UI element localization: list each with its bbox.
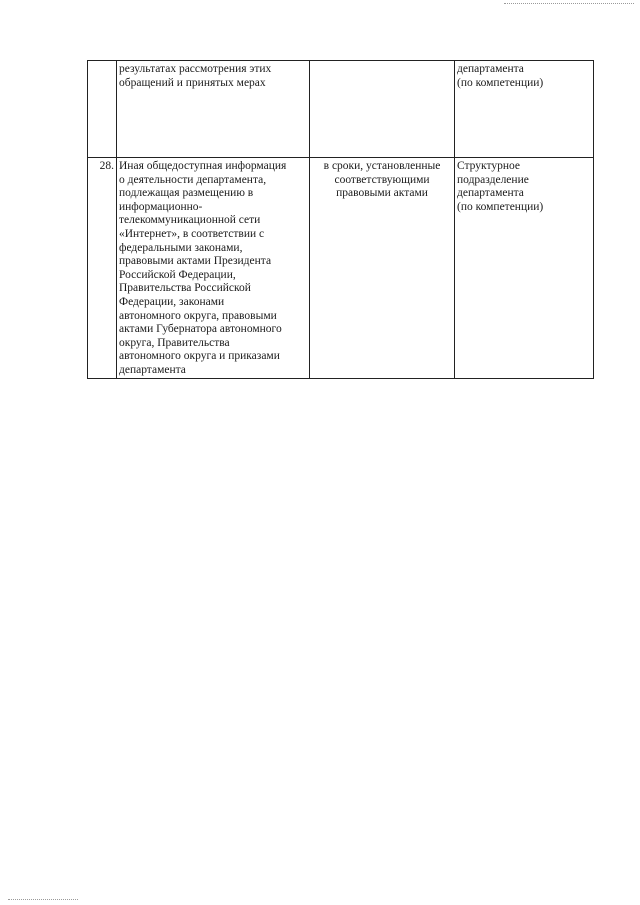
information-line: подлежащая размещению в [119, 187, 254, 200]
table-row [88, 61, 594, 158]
information-line: правовыми актами Президента [119, 255, 272, 268]
responsible-line: (по компетенции) [457, 76, 544, 89]
scan-artifact-top [504, 3, 634, 4]
information-line: автономного округа и приказами [119, 350, 280, 363]
information-line: департамента [119, 363, 186, 376]
row-number: 28. [99, 160, 114, 172]
scan-artifact-bottom [8, 899, 78, 900]
term-cell [310, 61, 455, 158]
row-number-cell [88, 158, 117, 379]
term-line: соответствующими [334, 173, 430, 186]
information-line: Правительства Российской [119, 282, 251, 295]
term-cell [310, 158, 455, 379]
table-row [88, 158, 594, 379]
information-line: федеральными законами, [119, 241, 243, 254]
information-cell [117, 158, 310, 379]
information-line: округа, Правительства [119, 336, 230, 349]
responsible-line: департамента [457, 187, 524, 200]
information-line: телекоммуникационной сети [119, 214, 261, 227]
responsible-line: департамента [457, 63, 524, 75]
responsible-cell [455, 61, 594, 158]
information-line: о деятельности департамента, [119, 173, 267, 186]
information-line: «Интернет», в соответствии с [119, 227, 265, 240]
information-line: информационно- [119, 200, 203, 213]
term-line: в сроки, установленные [323, 160, 441, 172]
information-line: Иная общедоступная информация [119, 160, 287, 172]
responsible-line: (по компетенции) [457, 200, 544, 213]
information-line: автономного округа, правовыми [119, 309, 277, 322]
responsible-line: Структурное [457, 160, 520, 172]
responsible-cell [455, 158, 594, 379]
information-line: Федерации, законами [119, 295, 225, 308]
information-line: актами Губернатора автономного [119, 323, 282, 336]
information-line: результатах рассмотрения этих [119, 63, 272, 75]
information-line: Российской Федерации, [119, 268, 236, 281]
responsible-line: подразделение [457, 173, 529, 186]
information-line: обращений и принятых мерах [119, 76, 266, 89]
term-line: правовыми актами [336, 187, 428, 200]
information-table [87, 60, 594, 379]
row-number-cell [88, 61, 117, 158]
information-cell [117, 61, 310, 158]
